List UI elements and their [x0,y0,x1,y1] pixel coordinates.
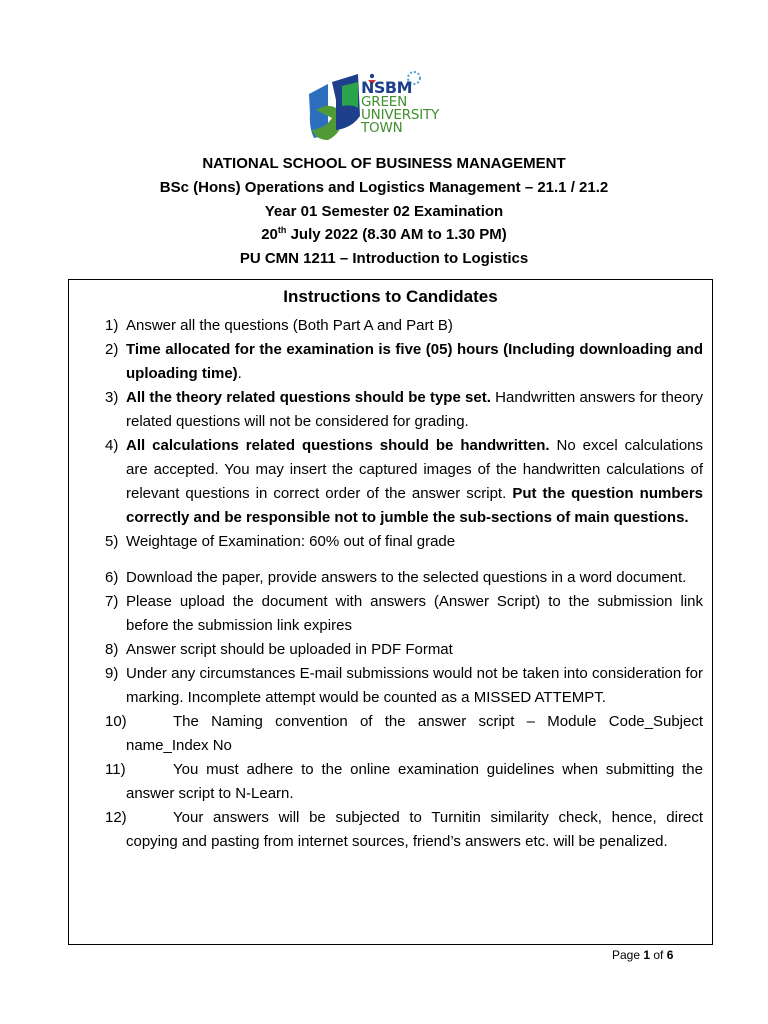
instruction-item [69,638,712,662]
instruction-item [69,806,712,854]
instructions-box [68,279,713,945]
instruction-item [69,590,712,638]
instruction-text: Download the paper, provide answers to the selected questions in a word document. [126,569,687,586]
instruction-text: Please upload the document with answers (Answer Script) to the submission link before the submission link expires [126,593,703,634]
instruction-text: Weightage of Examination: 60% out of final grade [126,533,456,550]
logo-brand: NSBM [361,78,413,97]
instruction-bold-2: Put the question numbers correctly and be responsible not to jumble the sub-sections of main questions. [126,485,703,526]
instruction-number: 10) [105,713,127,730]
instructions-list [69,314,712,854]
exam-semester: Year 01 Semester 02 Examination [264,202,504,220]
instruction-text: Answer all the questions (Both Part A and Part B) [126,317,453,334]
instruction-item [69,566,712,590]
exam-date-rest: July 2022 (8.30 AM to 1.30 PM) [286,226,507,244]
instruction-text: You must adhere to the online examination guidelines when submitting the answer script to N-Learn. [126,761,703,802]
instruction-text [126,386,703,434]
instruction-number: 2) [105,341,119,358]
instruction-item [69,386,712,434]
logo-line-2: UNIVERSITY [361,107,440,123]
instruction-number: 9) [105,665,119,682]
page-current: 1 [643,948,651,962]
instruction-text: The Naming convention of the answer script – Module Code_Subject name_Index No [126,713,703,754]
instruction-item [69,434,712,530]
logo-leaf-inner [342,82,358,108]
instruction-item [69,314,712,338]
instruction-item [69,662,712,710]
instruction-item [69,530,712,554]
module-title: PU CMN 1211 – Introduction to Logistics [239,250,529,268]
institution-name: NATIONAL SCHOOL OF BUSINESS MANAGEMENT [202,155,566,172]
instruction-text: Answer script should be uploaded in PDF Format [126,641,453,658]
logo-line-1: GREEN [361,94,407,110]
exam-date-suffix: th [277,225,287,236]
instruction-rest: Handwritten answers for theory related questions will not be considered for grading. [126,389,703,430]
program-name: BSc (Hons) Operations and Logistics Management – 21.1 / 21.2 [159,178,609,196]
instruction-number: 1) [105,317,119,334]
instruction-number: 5) [105,533,119,550]
instruction-number: 6) [105,569,119,586]
instruction-text [126,434,703,530]
page-number [612,948,673,962]
instruction-number: 12) [105,809,127,826]
instruction-item [69,338,712,386]
instruction-number: 4) [105,437,119,454]
instruction-item [69,710,712,758]
instruction-number: 11) [105,761,126,778]
page-of: of [650,948,667,962]
instruction-text: Your answers will be subjected to Turnitin similarity check, hence, direct copying and pasting from internet sources, friend’s answers etc. will be penalized. [126,809,703,850]
instruction-text [126,338,703,386]
page-label: Page [612,948,644,962]
exam-header [0,152,768,271]
instruction-text: Under any circumstances E-mail submissions would not be taken into consideration for marking. Incomplete attempt would be counted as a MISSED ATTEMPT. [126,665,703,706]
exam-date-day: 20 [261,226,278,244]
logo-line-3: TOWN [361,120,403,136]
exam-date [0,223,768,247]
instruction-number: 3) [105,389,119,406]
logo-wordmark [361,80,439,135]
instruction-bold: All the theory related questions should be type set. [126,389,491,406]
page-total: 6 [666,948,674,962]
instruction-rest: . [237,365,242,382]
instruction-bold: Time allocated for the examination is five (05) hours (Including downloading and uploading time) [126,341,703,382]
instructions-title: Instructions to Candidates [283,287,498,306]
instruction-rest: No excel calculations are accepted. You may insert the captured images of the handwritten calculations of relevant questions in correct order of the answer script. [126,437,703,502]
instruction-bold: All calculations related questions should be handwritten. [126,437,550,454]
instruction-item [69,758,712,806]
instruction-number: 8) [105,641,119,658]
instruction-number: 7) [105,593,119,610]
